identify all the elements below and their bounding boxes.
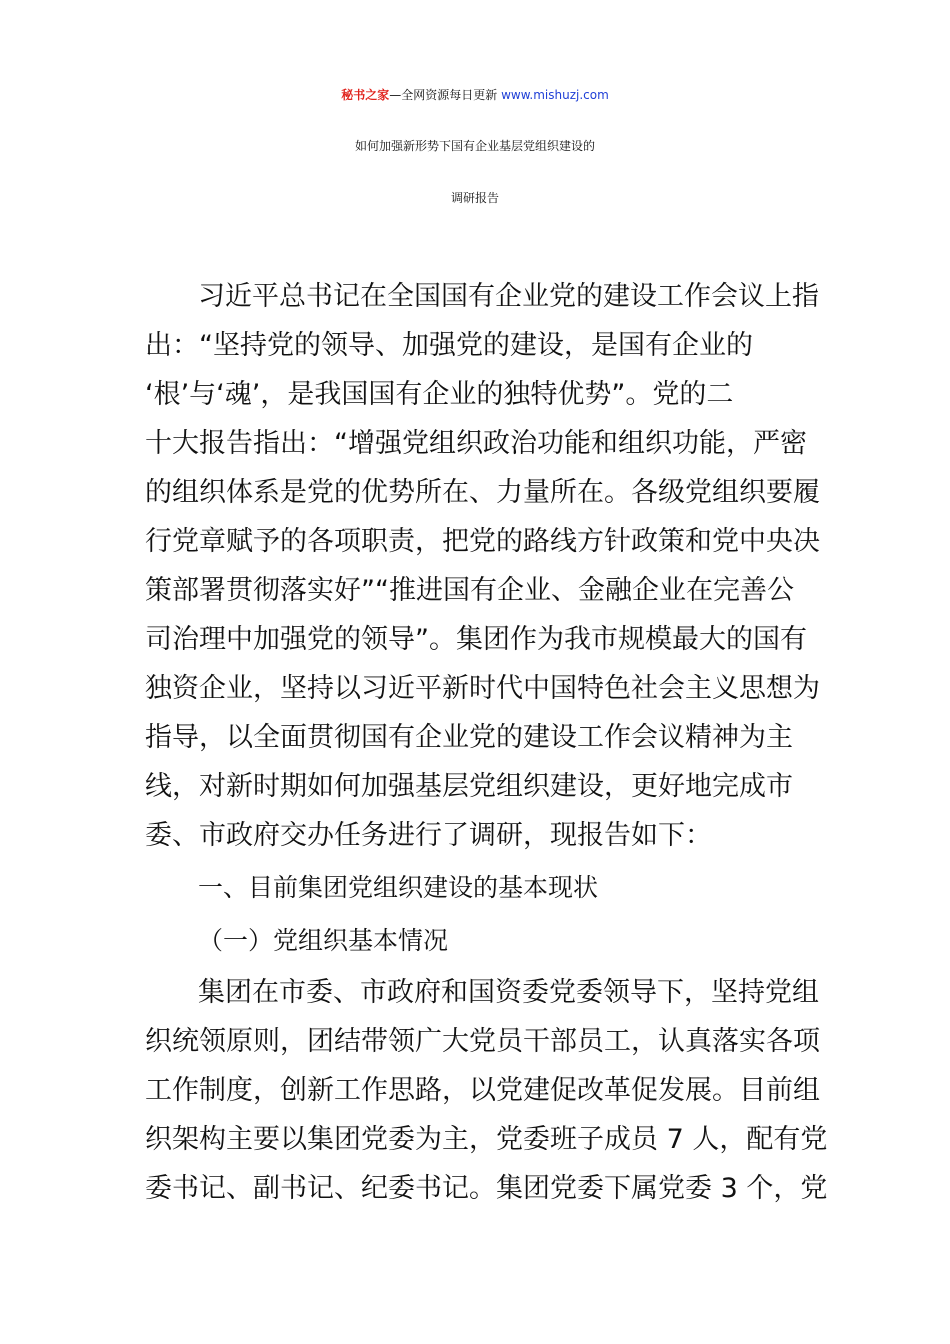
site-tagline: —全网资源每日更新 bbox=[389, 88, 498, 102]
paragraph-line: 线，对新时期如何加强基层党组织建设，更好地完成市 bbox=[145, 771, 793, 802]
paragraph-line: ‘根’与‘魂’，是我国国有企业的独特优势”。党的二 bbox=[145, 379, 734, 410]
paragraph-line: 十大报告指出：“增强党组织政治功能和组织功能，严密 bbox=[145, 428, 807, 459]
paragraph-line: 习近平总书记在全国国有企业党的建设工作会议上指 bbox=[198, 281, 819, 312]
paragraph-line: 行党章赋予的各项职责，把党的路线方针政策和党中央决 bbox=[145, 526, 820, 557]
paragraph-line: 的组织体系是党的优势所在、力量所在。各级党组织要履 bbox=[145, 477, 820, 508]
paragraph-line: 出：“坚持党的领导、加强党的建设，是国有企业的 bbox=[145, 330, 753, 361]
paragraph-line: 集团在市委、市政府和国资委党委领导下，坚持党组 bbox=[198, 977, 819, 1008]
document-title-line-2: 调研报告 bbox=[450, 191, 499, 205]
paragraph-line: 独资企业，坚持以习近平新时代中国特色社会主义思想为 bbox=[145, 673, 820, 704]
paragraph-line: 策部署贯彻落实好”“推进国有企业、金融企业在完善公 bbox=[145, 575, 794, 606]
paragraph-line: 委、市政府交办任务进行了调研，现报告如下： bbox=[145, 820, 712, 851]
paragraph-line: 工作制度，创新工作思路，以党建促改革促发展。目前组 bbox=[145, 1075, 820, 1106]
site-header bbox=[0, 78, 950, 112]
subsection-heading: （一）党组织基本情况 bbox=[198, 926, 449, 955]
paragraph-line: 织架构主要以集团党委为主，党委班子成员 7 人，配有党 bbox=[145, 1124, 828, 1155]
section-heading: 一、目前集团党组织建设的基本现状 bbox=[198, 873, 599, 902]
document-title-line-1: 如何加强新形势下国有企业基层党组织建设的 bbox=[354, 139, 595, 153]
paragraph-line: 司治理中加强党的领导”。集团作为我市规模最大的国有 bbox=[145, 624, 807, 655]
site-url-link[interactable]: www.mishuzj.com bbox=[501, 88, 609, 102]
site-brand: 秘书之家 bbox=[341, 88, 390, 102]
paragraph-line: 指导，以全面贯彻国有企业党的建设工作会议精神为主 bbox=[145, 722, 793, 753]
paragraph-line: 织统领原则，团结带领广大党员干部员工，认真落实各项 bbox=[145, 1026, 820, 1057]
paragraph-line: 委书记、副书记、纪委书记。集团党委下属党委 3 个，党 bbox=[145, 1173, 828, 1204]
